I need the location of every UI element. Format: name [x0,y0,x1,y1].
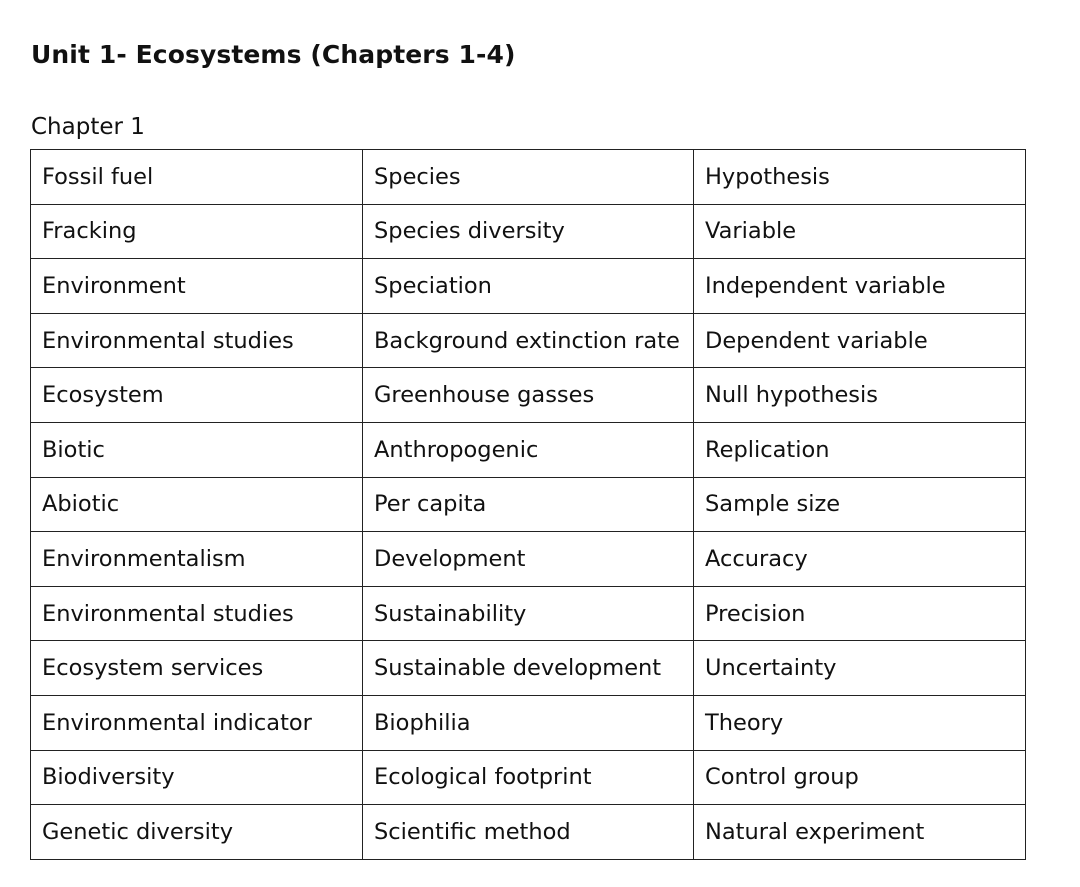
table-row [31,422,1026,477]
table-cell: Genetic diversity [31,805,363,860]
table-cell: Abiotic [31,477,363,532]
table-row [31,805,1026,860]
table-cell: Environmentalism [31,532,363,587]
table-cell: Hypothesis [694,150,1026,205]
table-cell: Null hypothesis [694,368,1026,423]
table-row [31,150,1026,205]
table-cell: Ecological footprint [363,750,694,805]
table-cell: Biotic [31,422,363,477]
table-cell: Dependent variable [694,313,1026,368]
table-row [31,586,1026,641]
table-cell: Ecosystem [31,368,363,423]
table-cell: Speciation [363,259,694,314]
unit-title: Unit 1- Ecosystems (Chapters 1-4) [31,40,516,69]
table-cell: Biophilia [363,695,694,750]
table-cell: Environmental studies [31,586,363,641]
table-cell: Accuracy [694,532,1026,587]
table-cell: Environmental studies [31,313,363,368]
table-row [31,750,1026,805]
table-row [31,313,1026,368]
table-cell: Control group [694,750,1026,805]
table-cell: Scientific method [363,805,694,860]
table-row [31,368,1026,423]
table-cell: Biodiversity [31,750,363,805]
table-cell: Natural experiment [694,805,1026,860]
table-cell: Uncertainty [694,641,1026,696]
vocabulary-table-body [31,150,1026,860]
table-cell: Per capita [363,477,694,532]
table-row [31,532,1026,587]
table-cell: Anthropogenic [363,422,694,477]
table-cell: Environment [31,259,363,314]
table-cell: Fossil fuel [31,150,363,205]
table-cell: Sustainable development [363,641,694,696]
table-cell: Replication [694,422,1026,477]
table-cell: Sustainability [363,586,694,641]
table-cell: Sample size [694,477,1026,532]
table-cell: Fracking [31,204,363,259]
table-cell: Species [363,150,694,205]
table-row [31,259,1026,314]
table-cell: Precision [694,586,1026,641]
table-cell: Variable [694,204,1026,259]
table-row [31,204,1026,259]
table-row [31,641,1026,696]
table-cell: Greenhouse gasses [363,368,694,423]
table-cell: Theory [694,695,1026,750]
chapter-heading: Chapter 1 [31,114,145,140]
table-cell: Species diversity [363,204,694,259]
table-cell: Ecosystem services [31,641,363,696]
table-row [31,477,1026,532]
table-cell: Background extinction rate [363,313,694,368]
vocabulary-table [30,149,1026,860]
table-row [31,695,1026,750]
table-cell: Environmental indicator [31,695,363,750]
table-cell: Development [363,532,694,587]
table-cell: Independent variable [694,259,1026,314]
